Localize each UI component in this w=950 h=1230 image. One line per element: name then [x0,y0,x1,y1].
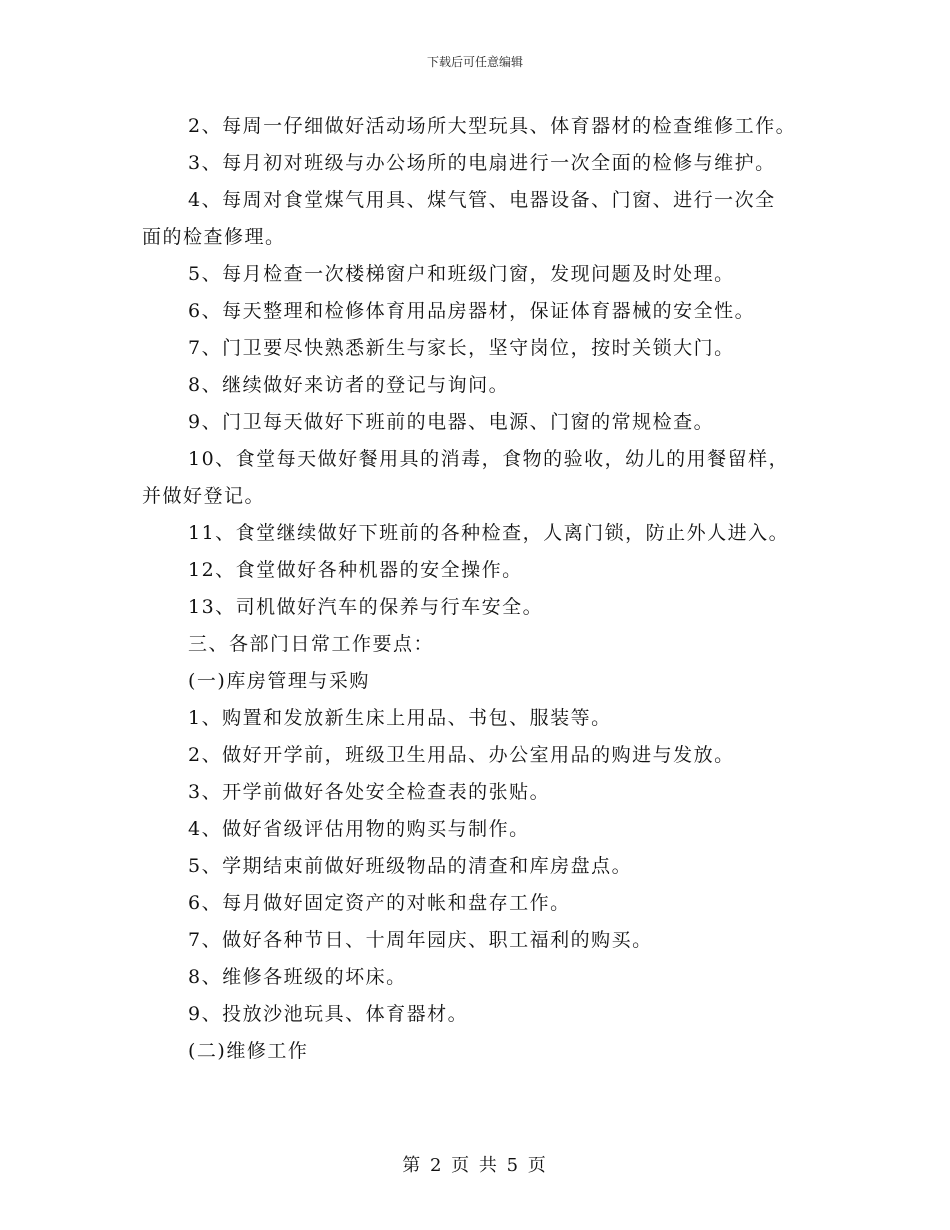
paragraph-line: 2、做好开学前，班级卫生用品、办公室用品的购进与发放。 [188,744,735,766]
paragraph-line-continuation: 面的检查修理。 [142,226,286,248]
section-heading: 三、各部门日常工作要点： [188,633,435,655]
document-body [142,108,822,1070]
paragraph-line: 10、食堂每天做好餐用具的消毒，食物的验收，幼儿的用餐留样， [188,448,790,470]
paragraph-line: 6、每天整理和检修体育用品房器材，保证体育器械的安全性。 [188,300,756,322]
page-header: 下载后可任意编辑 [426,55,523,69]
paragraph-line: 11、食堂继续做好下班前的各种检查，人离门锁，防止外人进入。 [188,522,790,544]
paragraph-line: 4、做好省级评估用物的购买与制作。 [188,818,530,840]
page-number-footer: 第 2 页 共 5 页 [402,1155,548,1176]
paragraph-line: 3、开学前做好各处安全检查表的张贴。 [188,781,551,803]
paragraph-line: 9、门卫每天做好下班前的电器、电源、门窗的常规检查。 [188,411,715,433]
paragraph-line: 9、投放沙池玩具、体育器材。 [188,1003,469,1025]
paragraph-line: 2、每周一仔细做好活动场所大型玩具、体育器材的检查维修工作。 [188,115,797,137]
paragraph-line: 4、每周对食堂煤气用具、煤气管、电器设备、门窗、进行一次全 [188,189,776,211]
subsection-heading: (一)库房管理与采购 [188,670,370,692]
paragraph-line: 13、司机做好汽车的保养与行车安全。 [188,596,544,618]
paragraph-line-continuation: 并做好登记。 [142,485,266,507]
paragraph-line: 8、维修各班级的坏床。 [188,966,407,988]
paragraph-line: 8、继续做好来访者的登记与询问。 [188,374,510,396]
paragraph-line: 7、做好各种节日、十周年园庆、职工福利的购买。 [188,929,653,951]
paragraph-line: 6、每月做好固定资产的对帐和盘存工作。 [188,892,571,914]
paragraph-line: 1、购置和发放新生床上用品、书包、服装等。 [188,707,612,729]
paragraph-line: 3、每月初对班级与办公场所的电扇进行一次全面的检修与维护。 [188,152,776,174]
paragraph-line: 12、食堂做好各种机器的安全操作。 [188,559,523,581]
paragraph-line: 7、门卫要尽快熟悉新生与家长，坚守岗位，按时关锁大门。 [188,337,735,359]
paragraph-line: 5、学期结束前做好班级物品的清查和库房盘点。 [188,855,633,877]
paragraph-line: 5、每月检查一次楼梯窗户和班级门窗，发现问题及时处理。 [188,263,735,285]
subsection-heading: (二)维修工作 [188,1040,309,1062]
